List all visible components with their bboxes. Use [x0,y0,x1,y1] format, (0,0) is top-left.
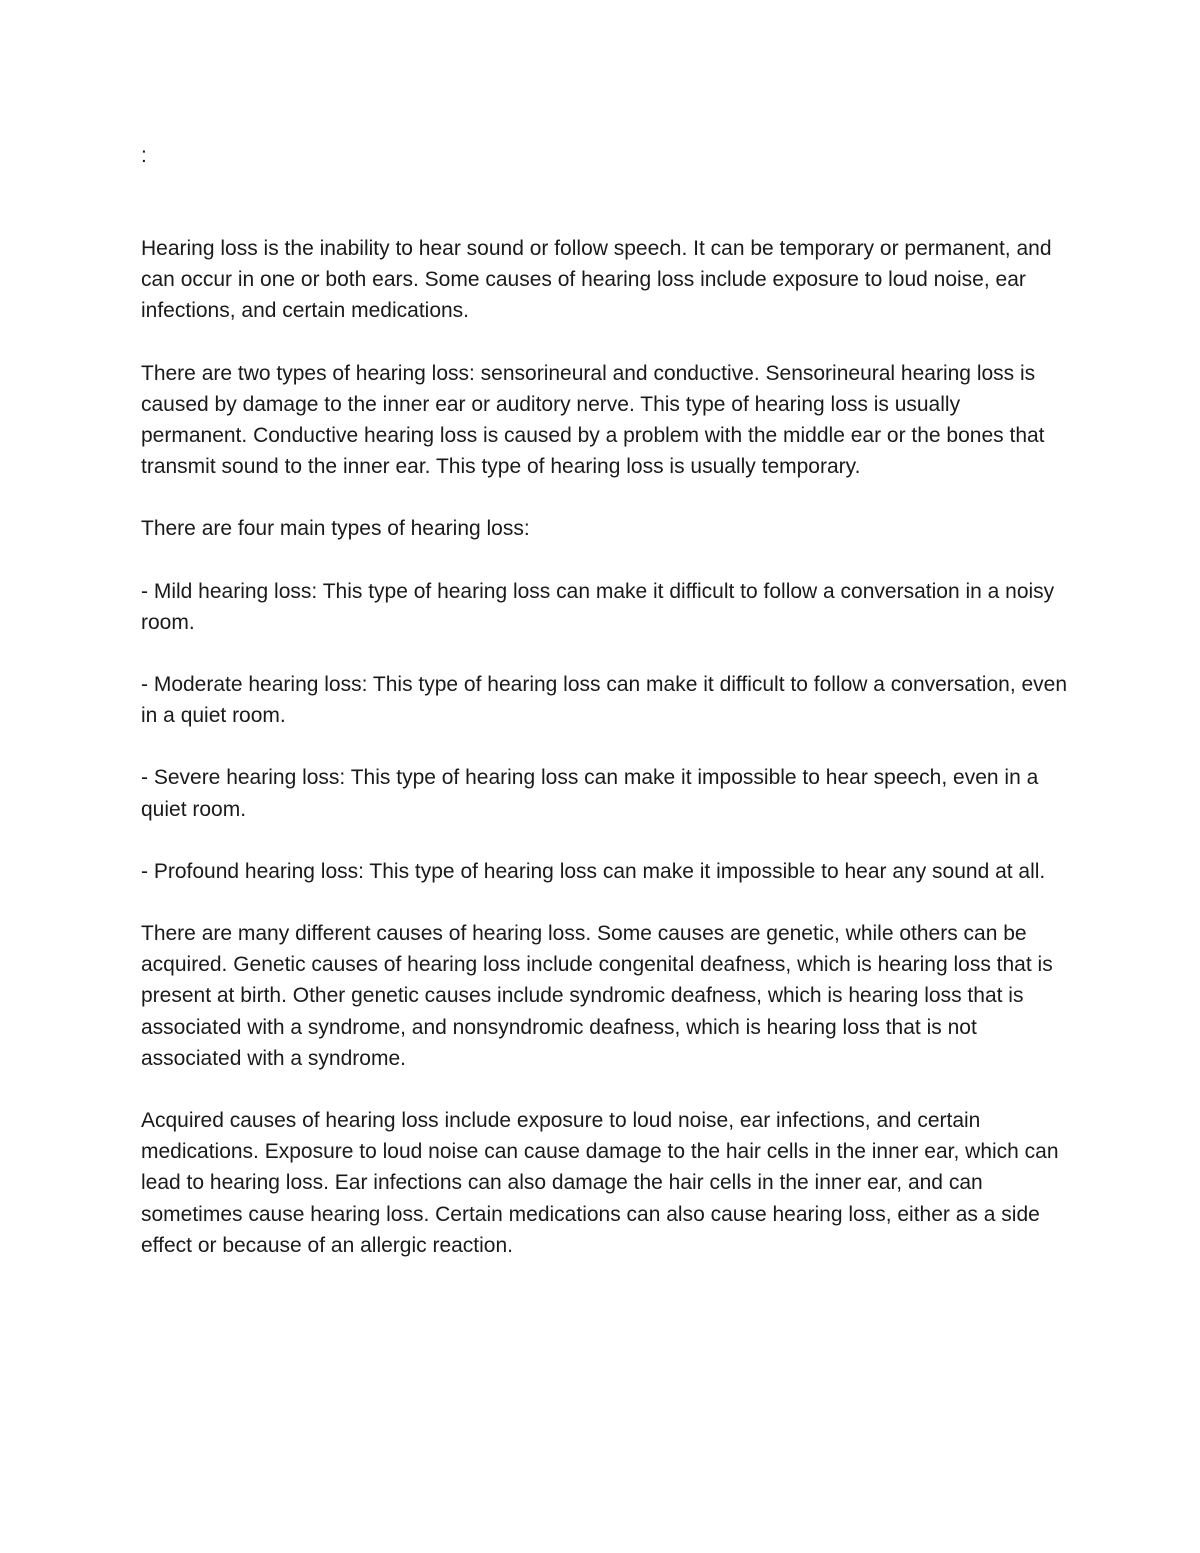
list-item-moderate: - Moderate hearing loss: This type of hearing loss can make it difficult to follow a conversation, even in a quiet room. [141,673,1068,728]
document-content [141,140,1071,1261]
list-item-profound: - Profound hearing loss: This type of hearing loss can make it impossible to hear any sound at all. [141,859,1046,883]
paragraph-four-types: There are four main types of hearing loss: [141,517,530,541]
list-item-mild: - Mild hearing loss: This type of hearing loss can make it difficult to follow a conversation in a noisy room. [141,579,1055,634]
paragraph-acquired-causes: Acquired causes of hearing loss include exposure to loud noise, ear infections, and certain medications. Exposure to loud noise can cause damage to the hair cells in the inner ear, which can lead to hearing loss. Ear infections can also damage the hair cells in the inner ear, and can sometimes cause hearing loss. Certain medications can also cause hearing loss, either as a side effect or because of an allergic reaction. [141,1109,1059,1257]
document-heading: : [141,144,147,167]
paragraph-two-types: There are two types of hearing loss: sensorineural and conductive. Sensorineural hearing loss is caused by damage to the inner ear or auditory nerve. This type of hearing loss is usually permanent. Conductive hearing loss is caused by a problem with the middle ear or the bones that transmit sound to the inner ear. This type of hearing loss is usually temporary. [141,361,1045,479]
paragraph-intro: Hearing loss is the inability to hear sound or follow speech. It can be temporary or permanent, and can occur in one or both ears. Some causes of hearing loss include exposure to loud noise, ear infections, and certain medications. [141,237,1052,323]
list-item-severe: - Severe hearing loss: This type of hearing loss can make it impossible to hear speech, even in a quiet room. [141,766,1039,821]
document-body [141,233,1071,1261]
paragraph-genetic-causes: There are many different causes of hearing loss. Some causes are genetic, while others can be acquired. Genetic causes of hearing loss include congenital deafness, which is hearing loss that is present at birth. Other genetic causes include syndromic deafness, which is hearing loss that is associated with a syndrome, and nonsyndromic deafness, which is hearing loss that is not associated with a syndrome. [141,922,1053,1070]
